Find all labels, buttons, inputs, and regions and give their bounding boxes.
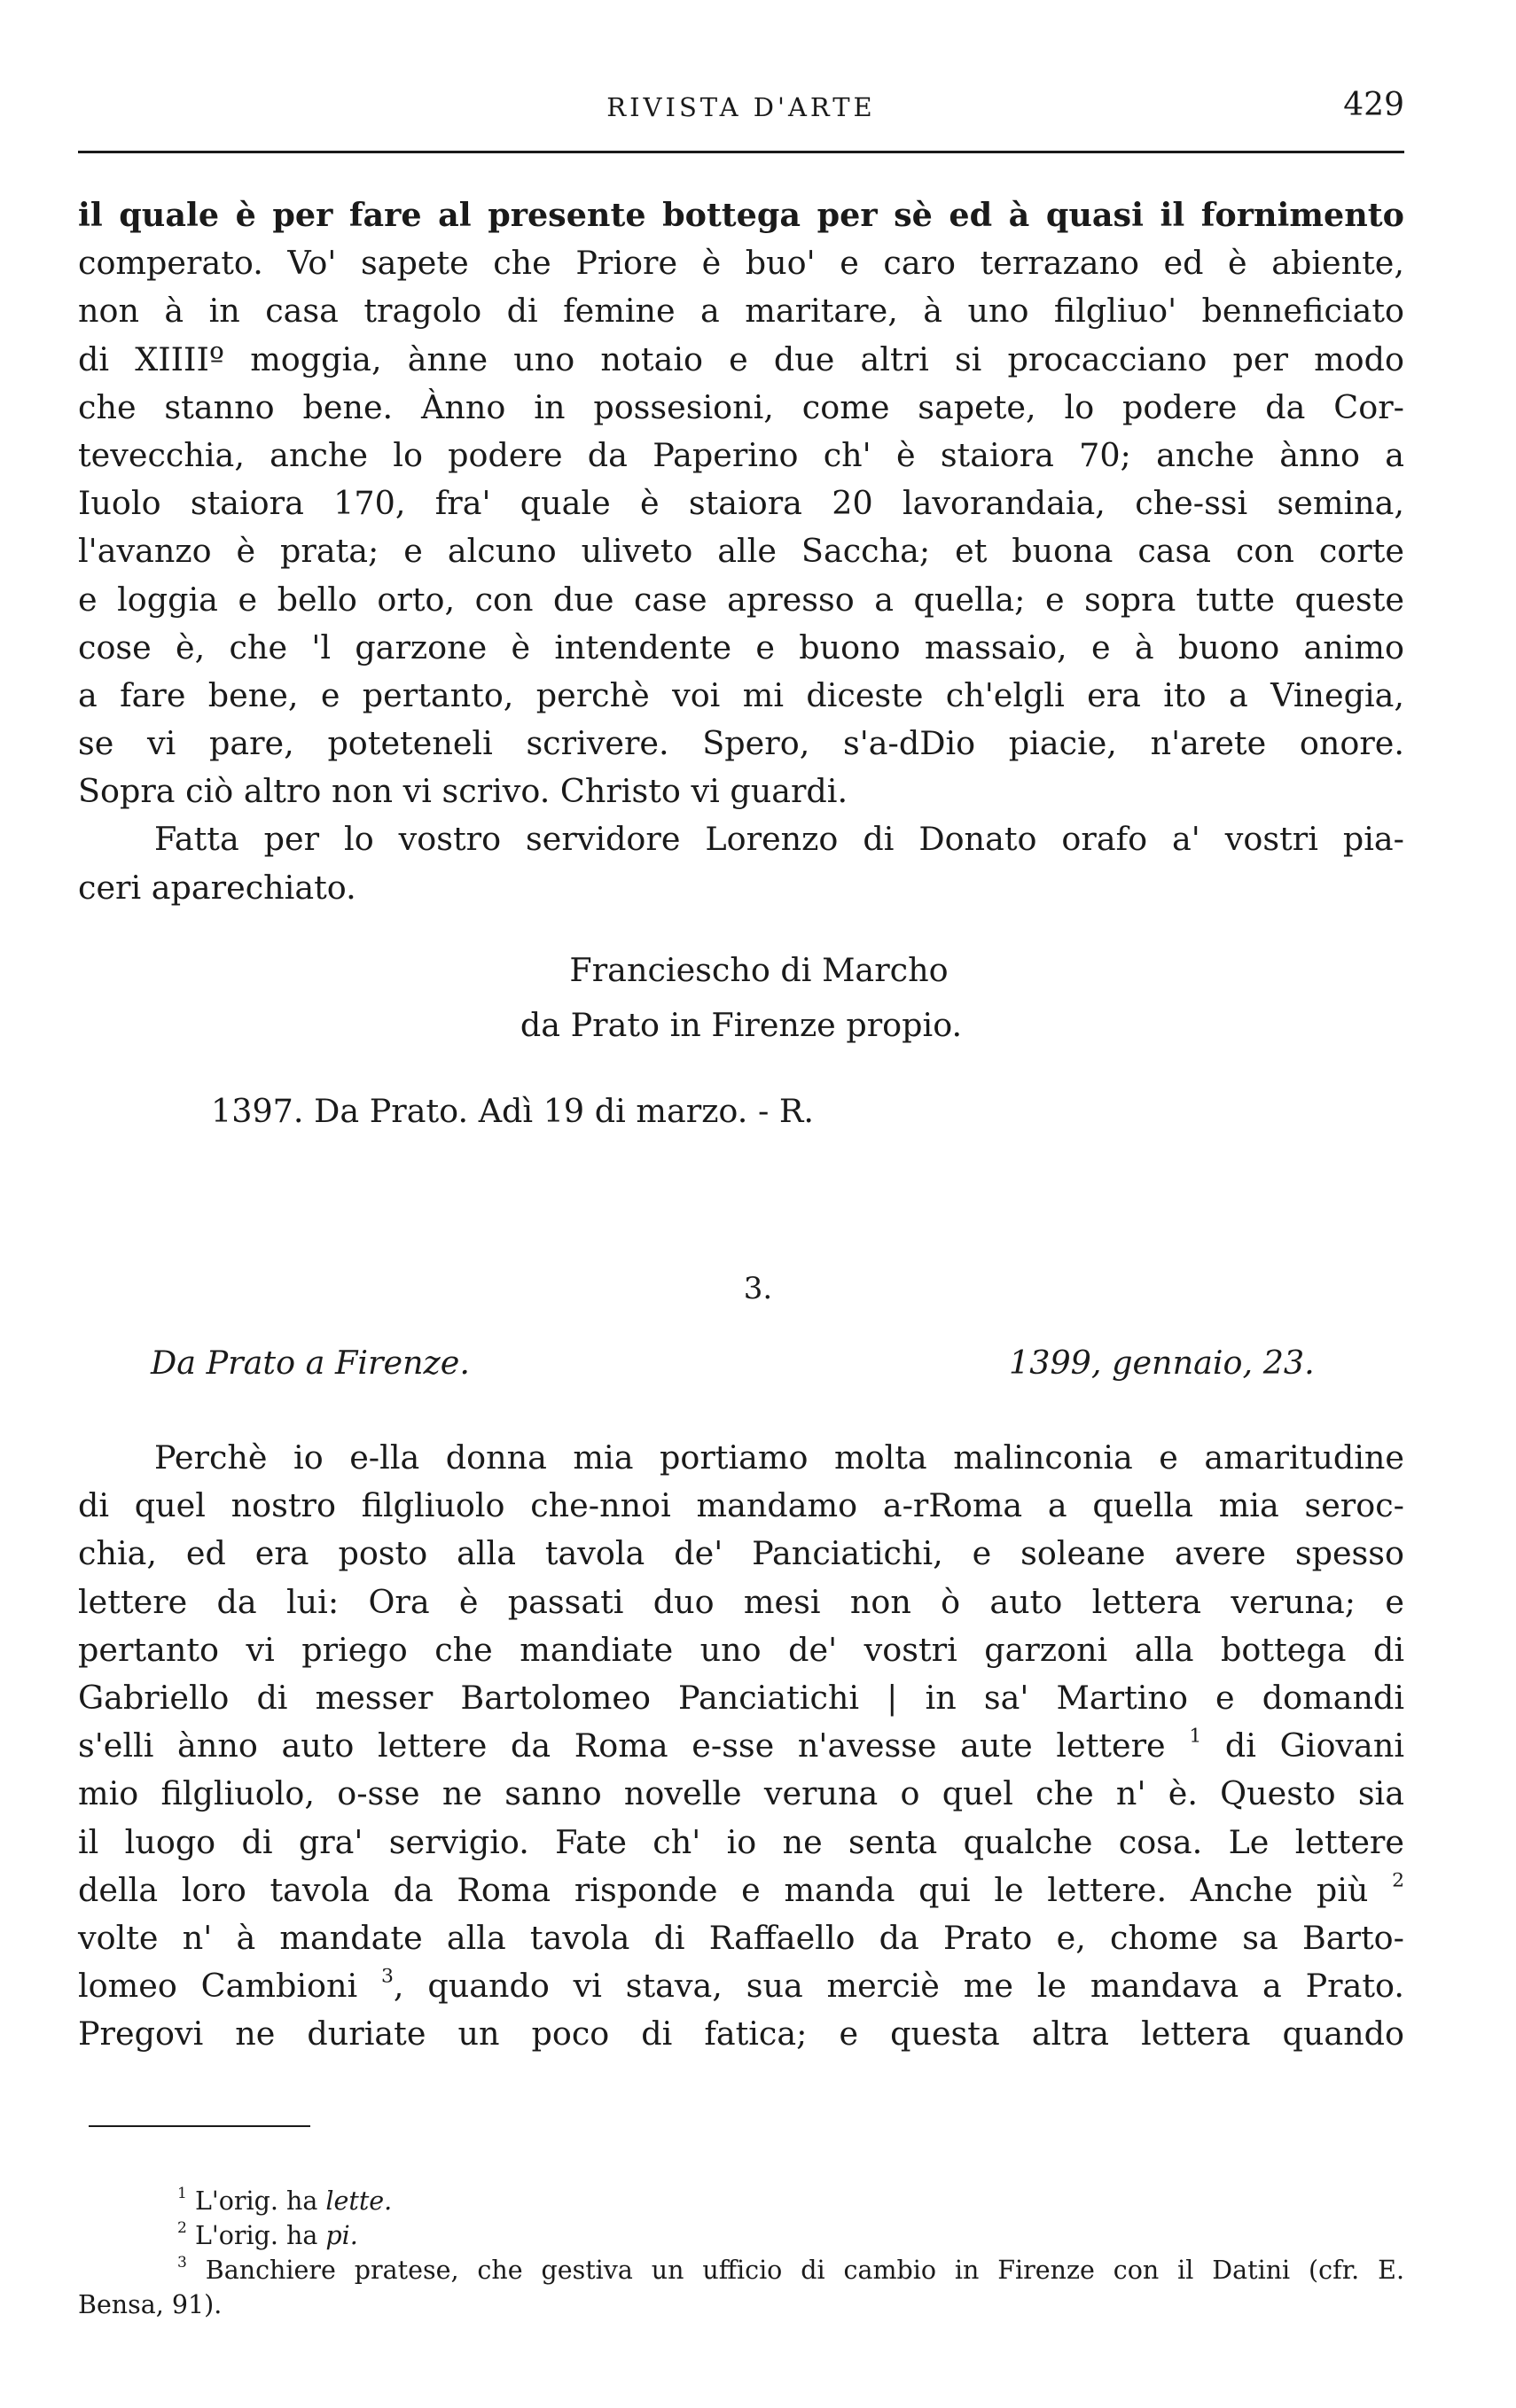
text-line: mio filgliuolo, o-sse ne sanno novelle veruna o quel che n' è. Questo sia [78, 1774, 1404, 1813]
text-line [78, 1722, 1404, 1770]
footnotes [78, 2184, 1404, 2322]
header-rule [78, 151, 1404, 153]
text-line: a fare bene, e pertanto, perchè voi mi diceste ch'elgli era ito a Vinegia, [78, 675, 1404, 714]
footnote-emphasis: lette. [325, 2186, 393, 2216]
text-line: lettere da lui: Ora è passati duo mesi non ò auto lettera veruna; e [78, 1582, 1404, 1621]
text-line: di quel nostro filgliuolo che-nnoi mandamo a-rRoma a quella mia seroc- [78, 1486, 1404, 1525]
text-line [78, 1962, 1404, 2010]
text-fragment: della loro tavola da Roma risponde e manda qui le lettere. Anche più [78, 1870, 1369, 1909]
footnote-text: L'orig. ha [194, 2221, 318, 2250]
footnote-mark-3: 3 [380, 1965, 394, 1988]
text-fragment: s'elli ànno auto lettere da Roma e-sse n'avesse aute lettere [78, 1726, 1166, 1765]
text-line: e loggia e bello orto, con due case apresso a quella; e sopra tutte queste [78, 580, 1404, 619]
footnote-text: L'orig. ha [194, 2186, 318, 2216]
page-number: 429 [1343, 87, 1404, 123]
letter-3-body [78, 1434, 1404, 2058]
running-title: RIVISTA D'ARTE [606, 92, 876, 122]
text-line: il quale è per fare al presente bottega per sè ed à quasi il fornimento [78, 196, 1404, 234]
text-line: Pregovi ne duriate un poco di fatica; e questa altra lettera quando [78, 2014, 1404, 2053]
footnote-number: 1 [177, 2185, 187, 2203]
text-line: che stanno bene. Ànno in possesioni, come sapete, lo podere da Cor- [78, 387, 1404, 426]
address-line-1: Franciescho di Marcho [569, 951, 949, 989]
text-line: pertanto vi priego che mandiate uno de' vostri garzoni alla bottega di [78, 1630, 1404, 1669]
footnote-rule [89, 2125, 310, 2127]
text-fragment: di Giovani [1224, 1726, 1404, 1765]
letter-number: 3. [743, 1271, 773, 1306]
footnote-mark-2: 2 [1392, 1869, 1405, 1892]
footnote-text: Banchiere pratese, che gestiva un ufficio di cambio in Firenze con il Datini (cfr. E. [205, 2256, 1405, 2285]
page-header [78, 87, 1404, 131]
letter-2-body [78, 191, 1404, 912]
text-line: cose è, che 'l garzone è intendente e buono massaio, e à buono animo [78, 627, 1404, 666]
footnote-number: 2 [177, 2219, 187, 2238]
letter-date: 1399, gennaio, 23. [1009, 1344, 1315, 1382]
text-line: Sopra ciò altro non vi scrivo. Christo vi guardi. [78, 772, 848, 811]
text-line: volte n' à mandate alla tavola di Raffaello da Prato e, chome sa Barto- [78, 1918, 1404, 1957]
text-line: il luogo di gra' servigio. Fate ch' io ne senta qualche cosa. Le lettere [78, 1822, 1404, 1861]
footnote-number: 3 [177, 2254, 187, 2272]
footnote-3-continuation: Bensa, 91). [78, 2290, 223, 2319]
text-line: se vi pare, poteteneli scrivere. Spero, s'a-dDio piacie, n'arete onore. [78, 724, 1404, 763]
letter-dateline: 1397. Da Prato. Adì 19 di marzo. - R. [211, 1092, 814, 1130]
text-line: tevecchia, anche lo podere da Paperino ch' è staiora 70; anche ànno a [78, 435, 1404, 474]
text-line: chia, ed era posto alla tavola de' Panciatichi, e soleane avere spesso [78, 1534, 1404, 1573]
text-line: l'avanzo è prata; e alcuno uliveto alle Saccha; et buona casa con corte [78, 532, 1404, 571]
text-line: comperato. Vo' sapete che Priore è buo' e caro terrazano ed è abiente, [78, 244, 1404, 283]
text-fragment: lomeo Cambioni [78, 1967, 358, 2006]
text-line: Iuolo staiora 170, fra' quale è staiora 20 lavorandaia, che-ssi semina, [78, 484, 1404, 523]
footnote-2 [78, 2218, 1404, 2253]
address-line-2: da Prato in Firenze propio. [520, 1006, 963, 1044]
letter-route: Da Prato a Firenze. [151, 1344, 470, 1382]
text-line: ceri aparechiato. [78, 868, 356, 907]
text-line: di XIIIIº moggia, ànne uno notaio e due altri si procacciano per modo [78, 339, 1404, 378]
footnote-1 [78, 2184, 1404, 2218]
text-line: Gabriello di messer Bartolomeo Panciatichi | in sa' Martino e domandi [78, 1678, 1404, 1717]
text-line: Perchè io e-lla donna mia portiamo molta malinconia e amaritudine [154, 1438, 1404, 1477]
text-line: non à in casa tragolo di femine a maritare, à uno filgliuo' benneficiato [78, 292, 1404, 331]
footnote-3 [78, 2253, 1404, 2287]
text-fragment: , quando vi stava, sua merciè me le mandava a Prato. [393, 1967, 1404, 2006]
footnote-emphasis: pi. [325, 2221, 358, 2250]
footnote-mark-1: 1 [1189, 1725, 1202, 1748]
text-line [78, 1866, 1404, 1914]
text-line: Fatta per lo vostro servidore Lorenzo di Donato orafo a' vostri pia- [154, 820, 1404, 859]
